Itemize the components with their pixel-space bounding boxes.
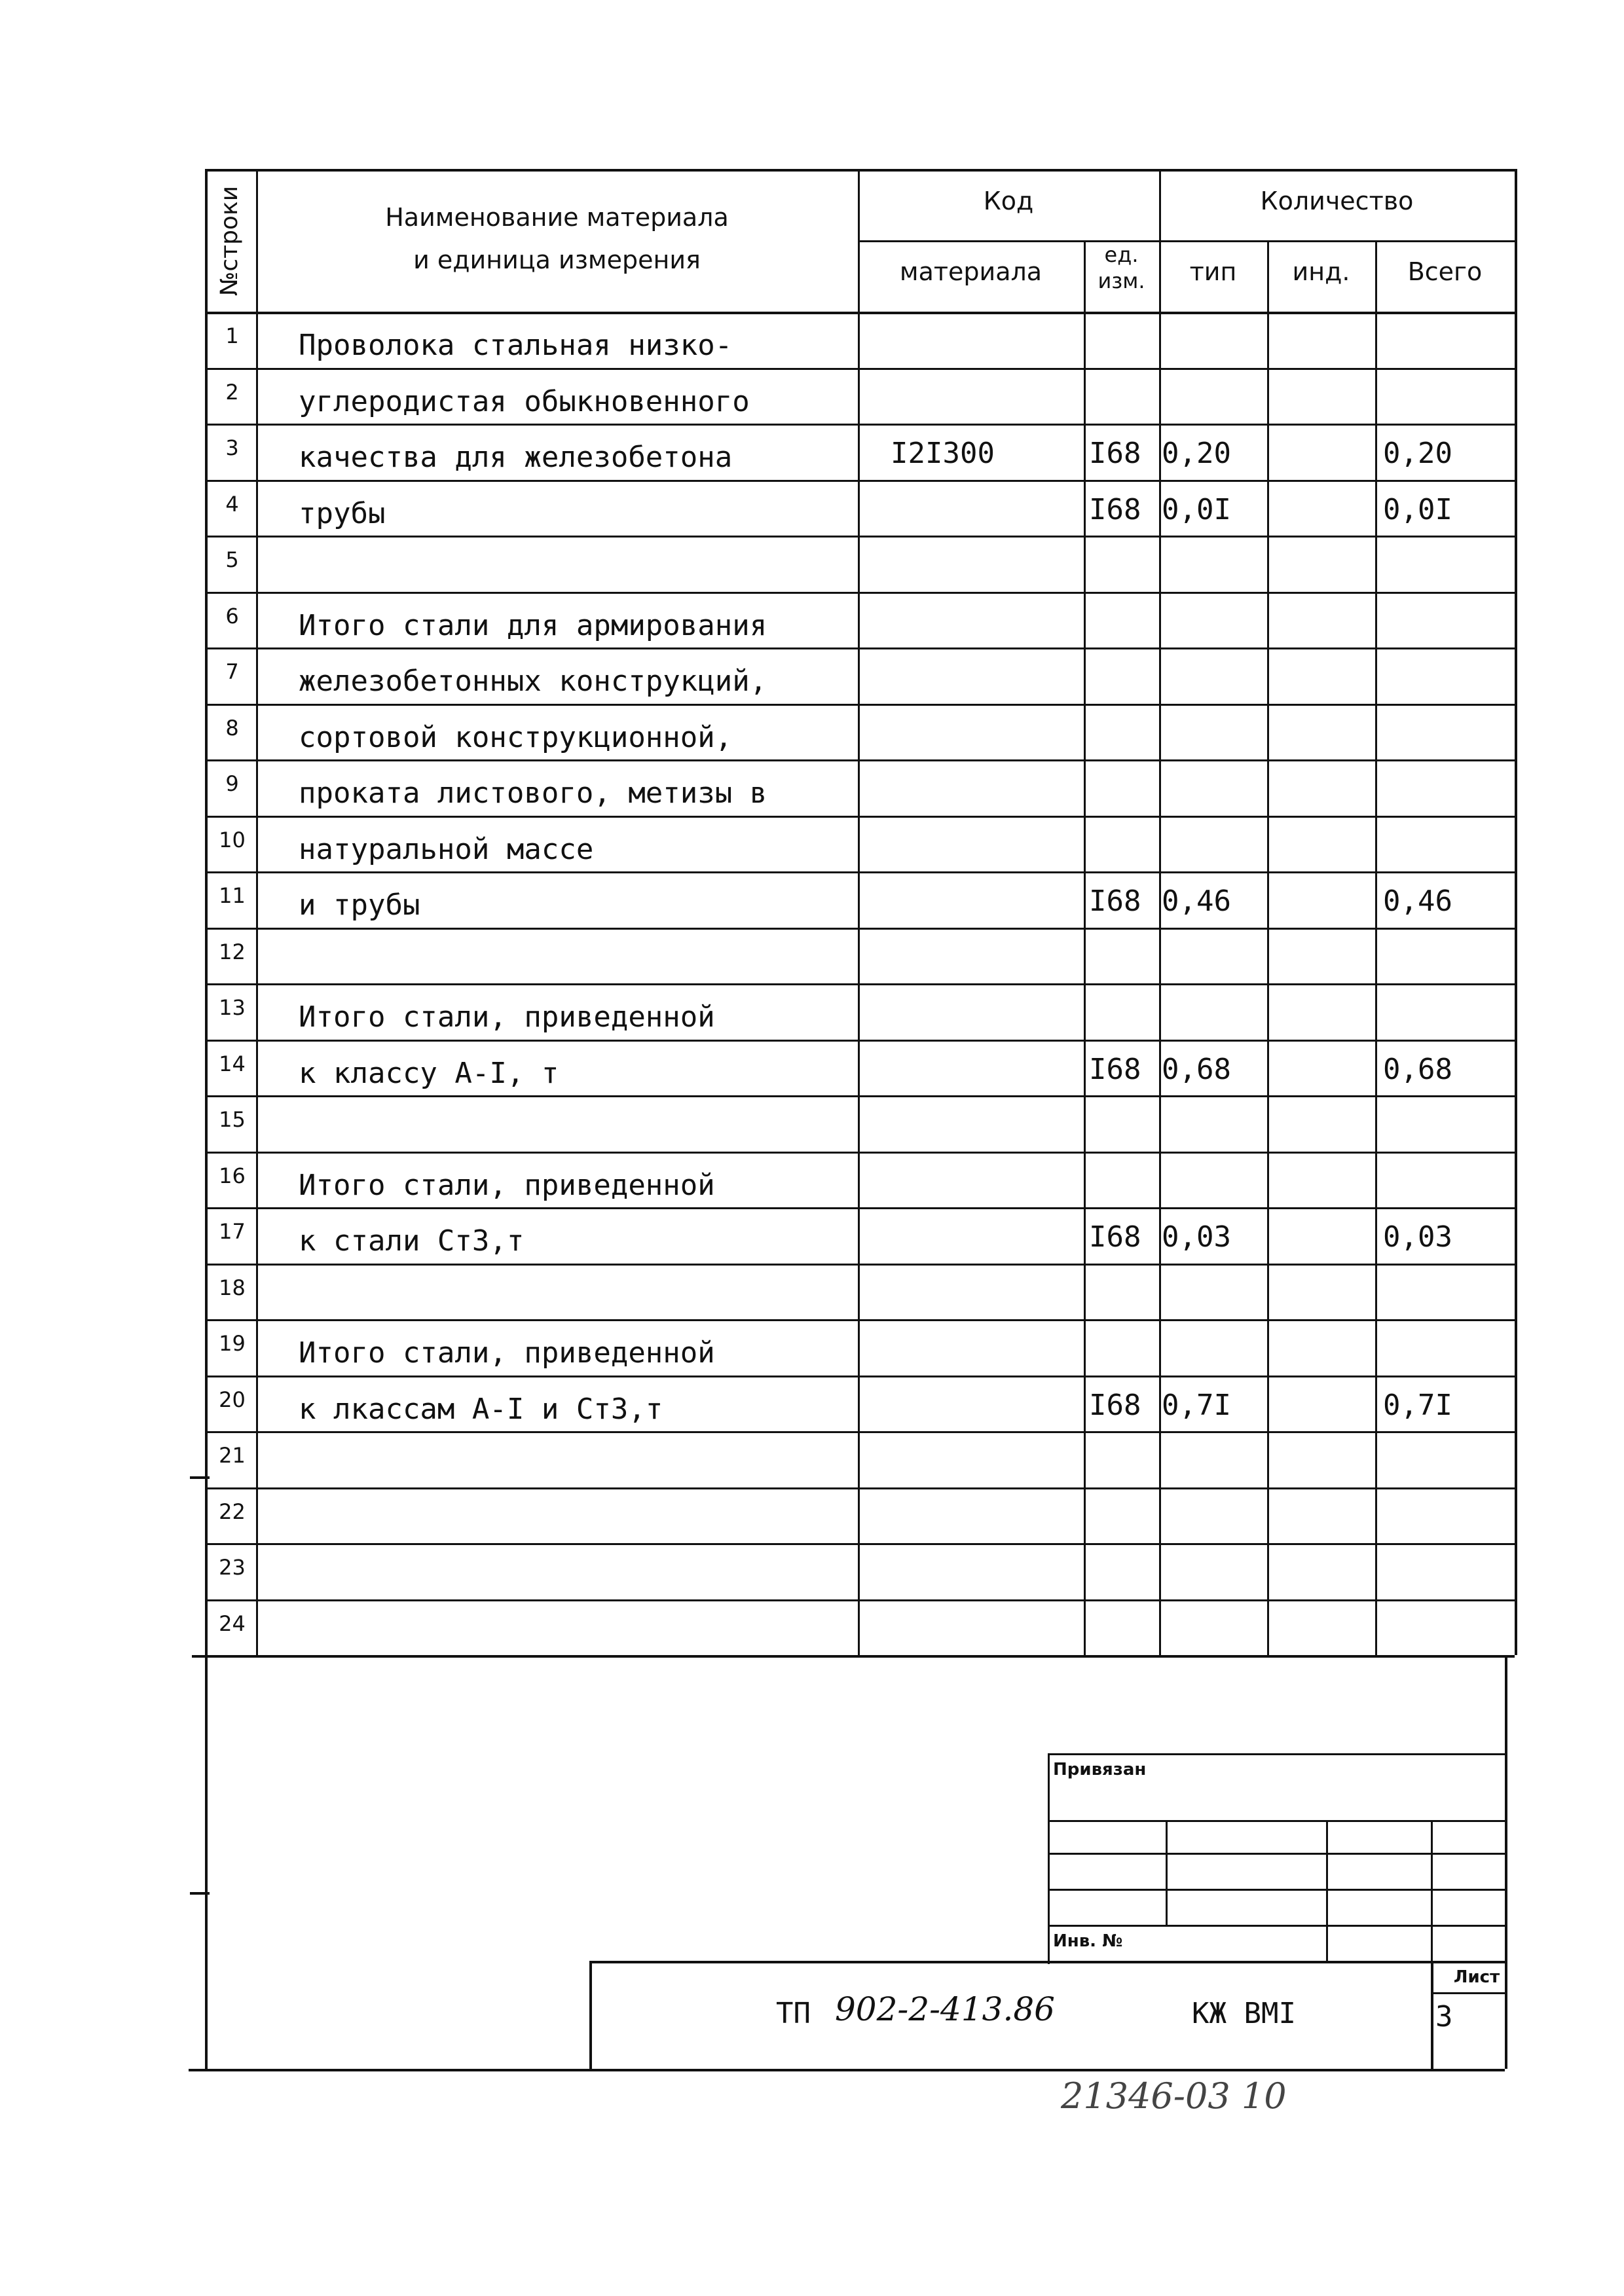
header-qty-total: Всего [1407,257,1483,286]
row-type: 0,7I [1162,1388,1231,1422]
row-number: 15 [219,1107,246,1132]
row-name: проката листового, метизы в [299,776,767,810]
row-number: 16 [219,1163,246,1188]
row-number: 20 [219,1387,246,1412]
row-number: 1 [225,323,239,348]
doc-mark: КЖ ВМI [1192,1997,1296,2030]
row-code: I2I300 [891,437,995,470]
header-qty-type: тип [1189,257,1237,286]
row-divider [205,1376,1515,1377]
row-divider [205,536,1515,538]
row-divider [205,759,1515,761]
header-code-group: Код [983,187,1034,215]
row-number: 7 [225,659,239,684]
row-divider [205,1431,1515,1433]
sheet-value: 3 [1435,2000,1453,2033]
row-number: 2 [225,379,239,405]
row-number: 22 [219,1499,246,1524]
header-code-material: материала [899,257,1043,286]
row-total: 0,7I [1383,1388,1452,1422]
sheet-cell-left [1431,1961,1433,2069]
row-name: железобетонных конструкций, [299,665,767,698]
row-divider [205,1599,1515,1601]
row-number: 13 [219,995,246,1020]
table-bottom-border [192,1655,1515,1658]
row-divider [205,424,1515,426]
row-unit: I68 [1089,1388,1141,1422]
title-block-left [589,1961,592,2069]
row-divider [205,816,1515,818]
stamp-line [1048,1820,1505,1822]
row-type: 0,0I [1162,492,1231,526]
header-row-number: №строки [216,185,243,297]
row-number: 9 [225,771,239,796]
stamp-line [1048,1889,1505,1891]
row-number: 19 [219,1331,246,1356]
table-top-border [205,169,1515,172]
row-name: трубы [299,496,386,530]
row-divider [205,871,1515,873]
type-ind-divider [1267,240,1269,1655]
row-divider [205,1543,1515,1545]
row-total: 0,46 [1383,884,1452,918]
row-total: 0,20 [1383,437,1452,470]
row-number: 11 [219,883,246,908]
row-name: углеродистая обыкновенного [299,384,750,418]
title-block-top [589,1961,1505,1963]
row-unit: I68 [1089,1220,1141,1254]
row-divider [205,928,1515,930]
row-number: 5 [225,547,239,572]
frame-bottom-border [189,2069,1505,2071]
row-name: качества для железобетона [299,441,733,474]
row-number: 17 [219,1219,246,1244]
row-name: Итого стали, приведенной [299,1168,715,1202]
row-divider [205,1040,1515,1042]
row-number: 18 [219,1275,246,1300]
row-name: Итого стали, приведенной [299,1000,715,1034]
frame-left-border [205,1655,208,2069]
header-qty-group: Количество [1260,187,1414,215]
header-name-line1: Наименование материала [385,203,729,232]
margin-tick [190,1892,210,1895]
stamp-col-line [1326,1820,1328,1961]
row-divider [205,592,1515,594]
row-unit: I68 [1089,492,1141,526]
frame-right-border [1505,1655,1507,2069]
footer-handwritten-number: 21346-03 10 [1061,2075,1287,2117]
row-number: 3 [225,435,239,460]
row-name: Итого стали для армирования [299,608,767,642]
row-number: 6 [225,603,239,629]
doc-prefix: ТП [776,1997,811,2030]
row-name: натуральной массе [299,832,594,866]
header-split-line [858,240,1515,242]
table-left-border [205,169,208,1681]
row-unit: I68 [1089,437,1141,470]
stamp-line [1048,1925,1505,1927]
row-divider [205,368,1515,370]
row-divider [205,1095,1515,1097]
header-name-line2: и единица измерения [413,246,701,274]
row-name: и трубы [299,888,420,922]
row-type: 0,03 [1162,1220,1231,1254]
row-name: сортовой конструкционной, [299,720,733,754]
sheet-label: Лист [1453,1967,1500,1987]
stamp-privyazan-left [1048,1753,1050,1964]
row-divider [205,983,1515,985]
row-name: к лкассам А-I и Ст3,т [299,1392,663,1426]
row-divider [205,1152,1515,1154]
row-divider [205,1207,1515,1209]
stamp-col-line [1166,1820,1168,1925]
row-divider [205,1319,1515,1321]
row-total: 0,03 [1383,1220,1452,1254]
row-type: 0,20 [1162,437,1231,470]
header-code-unit-line2: изм. [1098,268,1145,293]
row-name: к стали Ст3,т [299,1224,525,1258]
stamp-privyazan-label: Привязан [1053,1760,1147,1779]
stamp-inv-no-label: Инв. № [1053,1931,1123,1951]
sheet-cell-split [1431,1992,1505,1994]
header-bottom-border [205,312,1515,314]
row-number: 21 [219,1443,246,1468]
row-unit: I68 [1089,884,1141,918]
code-unit-divider [1084,240,1086,1655]
stamp-line [1048,1853,1505,1855]
row-number: 14 [219,1051,246,1076]
header-qty-ind: инд. [1292,257,1350,286]
row-number: 12 [219,939,246,964]
row-type: 0,46 [1162,884,1231,918]
row-number: 8 [225,715,239,740]
row-total: 0,68 [1383,1052,1452,1086]
doc-number: 902-2-413.86 [835,1990,1055,2028]
row-divider [205,647,1515,649]
row-total: 0,0I [1383,492,1452,526]
stamp-privyazan-top [1048,1753,1505,1755]
header-code-unit-line1: ед. [1104,242,1139,267]
row-divider [205,480,1515,482]
row-number: 23 [219,1555,246,1580]
row-divider [205,1487,1515,1489]
table-right-border [1515,169,1517,1655]
stamp-col-line [1431,1820,1433,1961]
row-name: Проволока стальная низко- [299,329,733,362]
row-divider [205,1264,1515,1266]
row-name: к классу А-I, т [299,1056,559,1090]
row-divider [205,704,1515,706]
row-number: 10 [219,827,246,852]
ind-total-divider [1375,240,1377,1655]
row-name: Итого стали, приведенной [299,1336,715,1370]
margin-tick [190,1476,210,1479]
row-number: 4 [225,491,239,517]
row-number: 24 [219,1611,246,1636]
row-unit: I68 [1089,1052,1141,1086]
row-type: 0,68 [1162,1052,1231,1086]
